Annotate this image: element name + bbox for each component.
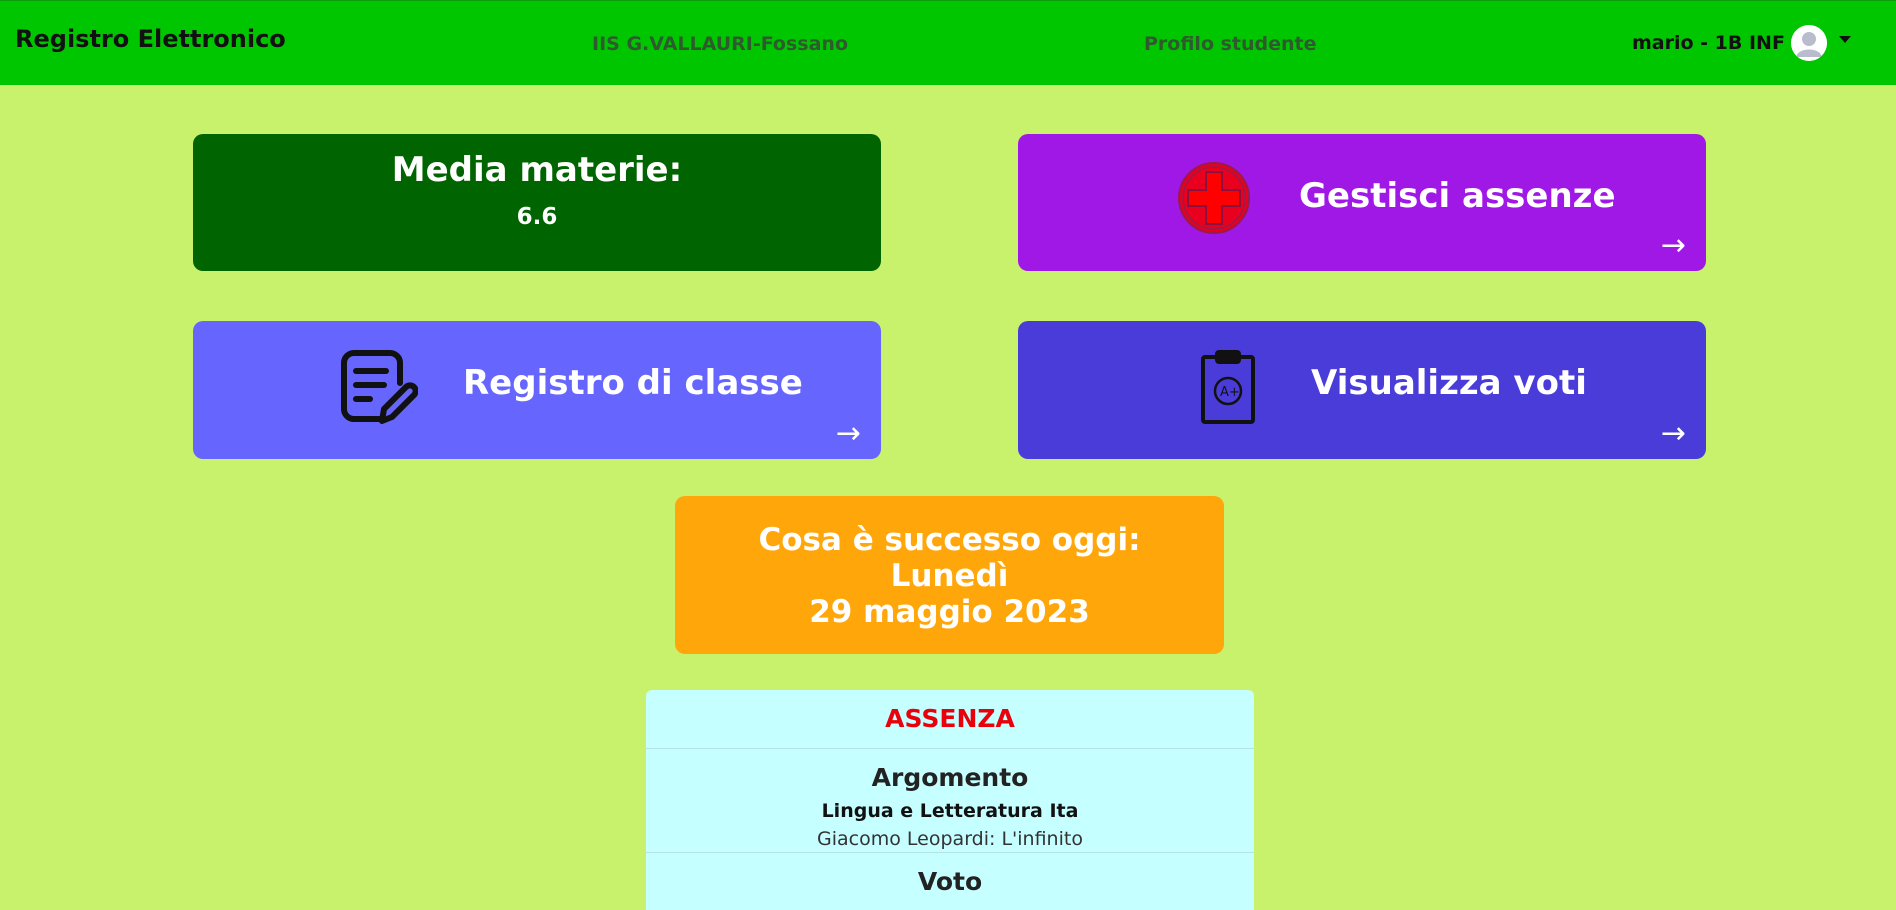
arrow-right-icon[interactable]: →	[1660, 228, 1686, 263]
avatar-icon[interactable]	[1791, 25, 1827, 61]
visualizza-voti-label: Visualizza voti	[1311, 363, 1587, 403]
argomento-topic: Giacomo Leopardi: L'infinito	[817, 828, 1083, 850]
visualizza-voti-card[interactable]	[1018, 321, 1706, 459]
chevron-down-icon[interactable]	[1839, 36, 1851, 43]
media-value: 6.6	[516, 204, 558, 230]
arrow-right-icon[interactable]: →	[1660, 416, 1686, 451]
svg-text:A+: A+	[1220, 385, 1240, 400]
assenza-header: ASSENZA	[646, 690, 1254, 749]
user-menu[interactable]	[1632, 25, 1851, 61]
events-panel	[646, 690, 1254, 910]
oggi-title: Cosa è successo oggi:	[758, 522, 1141, 558]
oggi-day: Lunedì	[890, 558, 1009, 594]
navbar	[0, 0, 1896, 85]
profile-link[interactable]: Profilo studente	[1144, 33, 1317, 55]
media-title: Media materie:	[391, 150, 683, 190]
list-item	[646, 749, 1254, 853]
oggi-date: 29 maggio 2023	[809, 594, 1090, 630]
media-materie-card	[193, 134, 881, 271]
registro-classe-card[interactable]	[193, 321, 881, 459]
school-link[interactable]: IIS G.VALLAURI-Fossano	[592, 33, 848, 55]
brand-title[interactable]: Registro Elettronico	[15, 25, 286, 53]
arrow-right-icon[interactable]: →	[835, 416, 861, 451]
oggi-card	[675, 496, 1224, 654]
clipboard-grade-icon	[1200, 349, 1256, 429]
argomento-subject: Lingua e Letteratura Ita	[821, 800, 1079, 822]
voto-title: Voto	[917, 867, 983, 896]
notepad-edit-icon	[338, 347, 418, 431]
medical-cross-icon	[1176, 160, 1252, 240]
registro-classe-label: Registro di classe	[463, 363, 803, 403]
gestisci-assenze-card[interactable]	[1018, 134, 1706, 271]
user-name[interactable]: mario - 1B INF	[1632, 32, 1785, 54]
gestisci-assenze-label: Gestisci assenze	[1299, 176, 1616, 216]
argomento-title: Argomento	[871, 763, 1029, 792]
